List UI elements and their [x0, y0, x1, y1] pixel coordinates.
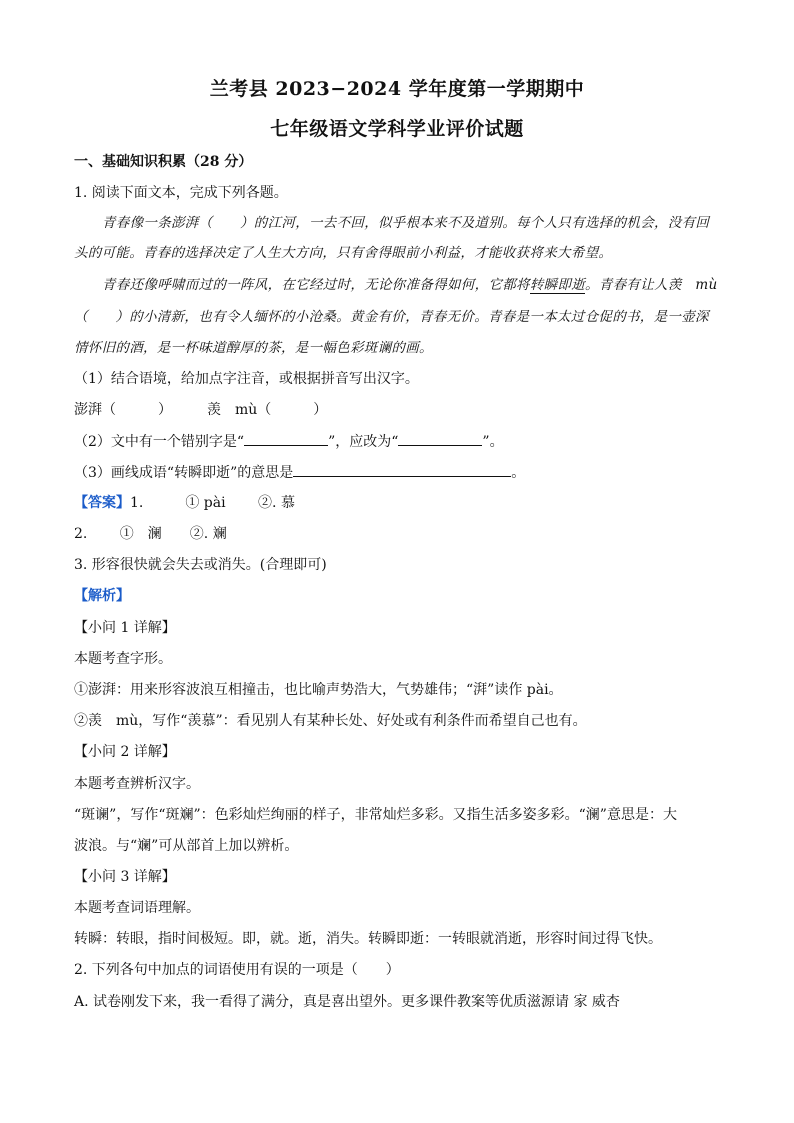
analysis-s3-line1: 本题考查词语理解。 [74, 900, 200, 916]
question-2-prompt: 2. 下列各句中加点的词语使用有误的一项是（ ） [74, 962, 400, 978]
analysis-s3-line2: 转瞬：转眼，指时间极短。即，就。逝，消失。转瞬即逝：一转眼就消逝，形容时间过得飞快。 [74, 931, 662, 947]
answer-line-1 [74, 493, 724, 513]
underlined-idiom: 转瞬即逝 [529, 277, 586, 293]
answer-blank [293, 462, 511, 477]
answer-blank [398, 431, 482, 446]
analysis-s1-line2: ①澎湃：用来形容波浪互相撞击，也比喻声势浩大，气势雄伟；“湃”读作 pài。 [74, 682, 563, 698]
answer-text: 1. ① pài ②. 慕 [130, 495, 295, 511]
analysis-s2-heading: 【小问 2 详解】 [74, 744, 176, 760]
analysis-label: 【解析】 [74, 588, 130, 604]
subquestion-text: （2）文中有一个错别字是“ [74, 434, 245, 450]
subquestion-text: ”，应改为“ [328, 434, 399, 450]
analysis-s3-heading: 【小问 3 详解】 [74, 869, 176, 885]
analysis-s2-line3: 波浪。与“斓”可从部首上加以辨析。 [74, 838, 299, 854]
passage-p1-line1: 青春像一条澎湃（ ）的江河，一去不回，似乎根本来不及道别。每个人只有选择的机会，没有回 [102, 215, 710, 231]
passage-p1-line2: 头的可能。青春的选择决定了人生大方向，只有舍得眼前小利益，才能收获将来大希望。 [74, 245, 613, 261]
passage-p2-line2: （ ）的小清新，也有令人缅怀的小沧桑。黄金有价，青春无价。青春是一本太过仓促的书，是一壶深 [74, 309, 709, 325]
analysis-s2-line2: “斑谰”，写作“斑斓”：色彩灿烂绚丽的样子，非常灿烂多彩。又指生活多姿多彩。“澜”意思是：大 [74, 807, 677, 823]
subquestion-1: （1）结合语境，给加点字注音，或根据拼音写出汉字。 [74, 371, 419, 387]
subquestion-text: 。 [511, 465, 526, 481]
subquestion-text: （3）画线成语“转瞬即逝”的意思是 [74, 465, 294, 481]
answer-line-2: 2. ① 澜 ②. 斓 [74, 526, 227, 542]
question-1-prompt: 1. 阅读下面文本，完成下列各题。 [74, 185, 288, 201]
subquestion-1-items: 澎湃（ ） 羡 mù（ ） [74, 402, 328, 418]
passage-text: 青春还像呼啸而过的一阵风，在它经过时，无论你准备得如何，它都将 [102, 277, 530, 293]
section-heading: 一、基础知识积累（28 分） [74, 154, 253, 170]
subquestion-3 [74, 462, 724, 483]
subquestion-2 [74, 431, 724, 452]
answer-label: 【答案】 [74, 495, 130, 511]
passage-p2-line1 [102, 275, 752, 295]
question-2-option-a: A. 试卷刚发下来，我一看得了满分，真是喜出望外。更多课件教案等优质滋源请 家 威杏 [74, 994, 620, 1010]
passage-p2-line3: 情怀旧的酒，是一杯味道醇厚的茶，是一幅色彩斑谰的画。 [74, 340, 433, 356]
analysis-s1-line1: 本题考查字形。 [74, 651, 172, 667]
exam-title-line2: 七年级语文学科学业评价试题 [270, 118, 524, 140]
analysis-s1-line3: ②羡 mù，写作“羡慕”：看见别人有某种长处、好处或有利条件而希望自己也有。 [74, 713, 587, 729]
answer-line-3: 3. 形容很快就会失去或消失。(合理即可) [74, 557, 327, 573]
exam-title-line1: 兰考县 2023−2024 学年度第一学期期中 [209, 78, 585, 100]
analysis-s2-line1: 本题考查辨析汉字。 [74, 776, 200, 792]
answer-blank [244, 431, 328, 446]
subquestion-text: ”。 [482, 434, 504, 450]
analysis-s1-heading: 【小问 1 详解】 [74, 620, 176, 636]
passage-text: 。青春有让人羡 mù [585, 277, 718, 293]
